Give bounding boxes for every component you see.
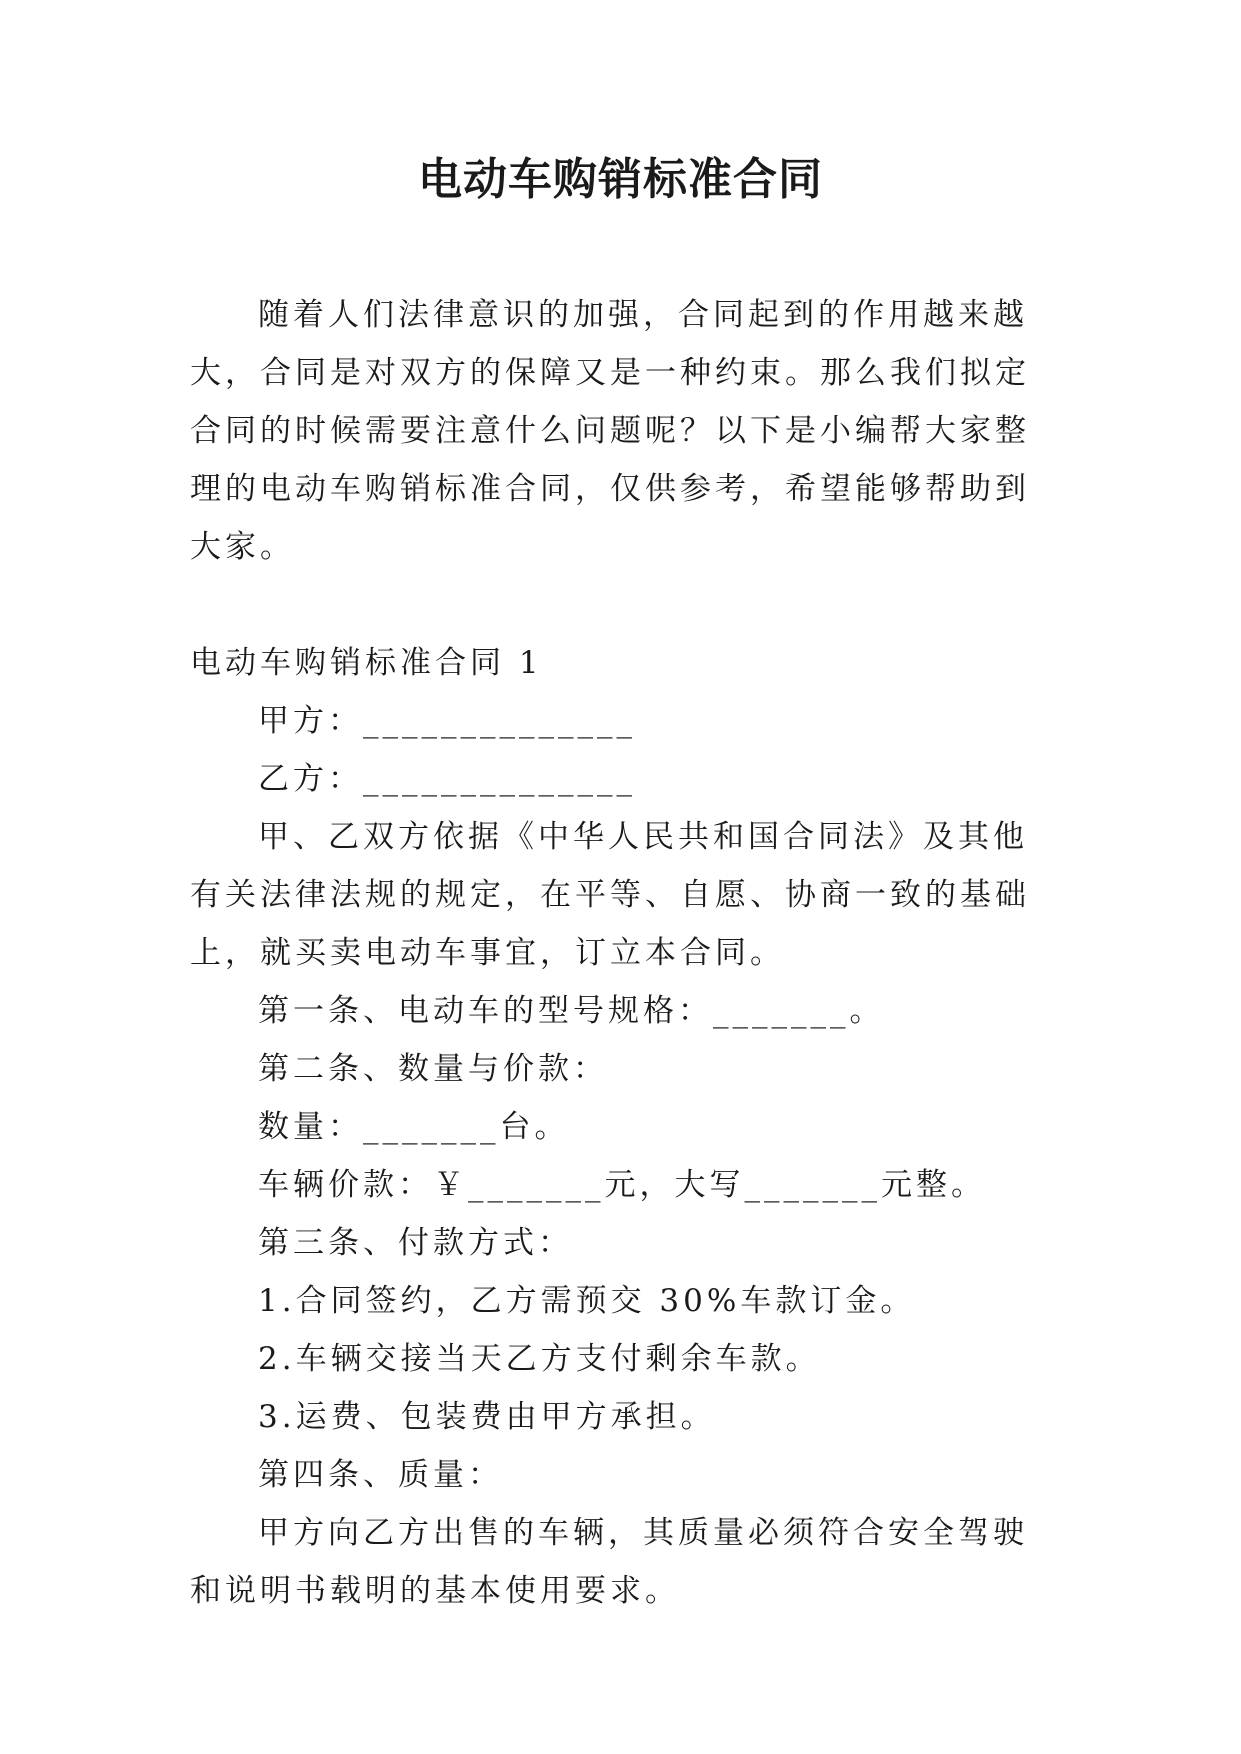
price-line: 车辆价款：￥_______元，大写_______元整。 — [258, 1167, 986, 1203]
payment-item-1: 1.合同签约，乙方需预交 30%车款订金。 — [258, 1283, 916, 1319]
quality-paragraph: 甲方向乙方出售的车辆，其质量必须符合安全驾驶和说明书载明的基本使用要求。 — [190, 1515, 1028, 1609]
party-a-line: 甲方：______________ — [258, 703, 636, 739]
section-heading: 电动车购销标准合同 1 — [190, 645, 543, 681]
article-1: 第一条、电动车的型号规格：_______。 — [258, 993, 885, 1029]
party-b-line: 乙方：______________ — [258, 761, 636, 797]
article-3-heading: 第三条、付款方式： — [258, 1225, 573, 1261]
article-4-heading: 第四条、质量： — [258, 1457, 503, 1493]
quantity-line: 数量：_______台。 — [258, 1109, 570, 1145]
document-body — [190, 286, 1052, 1620]
intro-paragraph: 随着人们法律意识的加强，合同起到的作用越来越大，合同是对双方的保障又是一种约束。那么我们拟定合同的时候需要注意什么问题呢？以下是小编帮大家整理的电动车购销标准合同，仅供参考，希望能够帮助到大家。 — [190, 297, 1030, 565]
preamble-paragraph: 甲、乙双方依据《中华人民共和国合同法》及其他有关法律法规的规定，在平等、自愿、协商一致的基础上，就买卖电动车事宜，订立本合同。 — [190, 819, 1030, 971]
payment-item-2: 2.车辆交接当天乙方支付剩余车款。 — [258, 1341, 821, 1377]
article-2-heading: 第二条、数量与价款： — [258, 1051, 608, 1087]
document-title: 电动车购销标准合同 — [418, 154, 823, 205]
payment-item-3: 3.运费、包装费由甲方承担。 — [258, 1399, 716, 1435]
